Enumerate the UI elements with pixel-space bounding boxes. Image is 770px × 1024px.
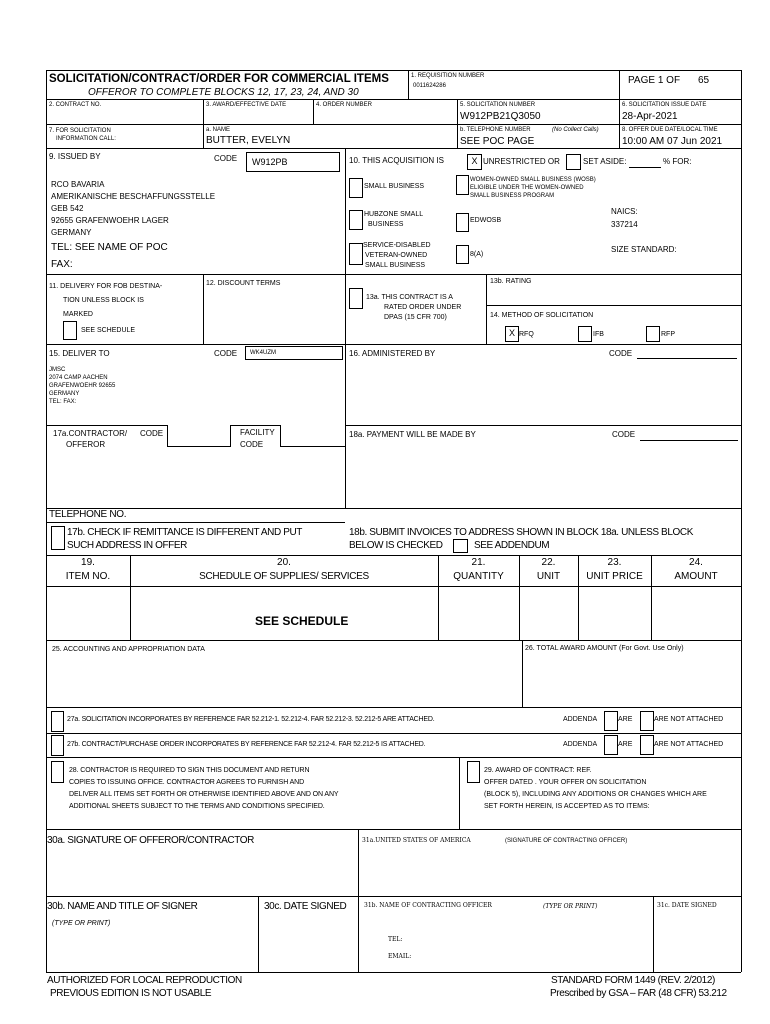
facility-label: FACILITY: [240, 428, 275, 437]
rated-order-label: [366, 293, 461, 323]
block29-line: (BLOCK 5), INCLUDING ANY ADDITIONS OR CHANGES WHICH ARE: [484, 791, 707, 798]
size-standard-label: SIZE STANDARD:: [611, 245, 677, 254]
invoice-label-2: BELOW IS CHECKED: [349, 540, 443, 551]
footer-authorized: AUTHORIZED FOR LOCAL REPRODUCTION: [47, 975, 242, 986]
col-num: 23.: [607, 557, 622, 568]
remittance-label: 17b. CHECK IF REMITTANCE IS DIFFERENT AND PUT: [67, 527, 302, 538]
deliver-to-address: [49, 366, 115, 406]
requisition-value[interactable]: 0011624286: [413, 83, 446, 89]
solicitation-number-label: 5. SOLICITATION NUMBER: [460, 102, 536, 108]
page-label: PAGE 1 OF: [628, 75, 681, 86]
discount-terms-label: 12. DISCOUNT TERMS: [206, 280, 281, 287]
col-label: UNIT PRICE: [586, 571, 643, 582]
signer-type-label: (TYPE OR PRINT): [52, 920, 111, 927]
small-business-label: SMALL BUSINESS: [364, 183, 425, 190]
col-label: UNIT: [536, 571, 561, 582]
signature-officer-field[interactable]: [362, 850, 737, 894]
col-label: SCHEDULE OF SUPPLIES/ SERVICES: [199, 571, 369, 582]
block28-line: COPIES TO ISSUING OFFICE. CONTRACTOR AGREES TO FURNISH AND: [69, 779, 305, 786]
issued-by-address: [51, 179, 215, 239]
officer-date-label: 31c. DATE SIGNED: [657, 902, 717, 909]
are-not-label-27a: ARE NOT ATTACHED: [654, 716, 724, 723]
method-label: 14. METHOD OF SOLICITATION: [490, 312, 594, 319]
signature-offeror-label: 30a. SIGNATURE OF OFFEROR/CONTRACTOR: [47, 835, 254, 846]
acquisition-label: 10. THIS ACQUISITION IS: [349, 156, 444, 165]
issued-by-code-value: W912PB: [252, 157, 288, 167]
requisition-label: 1. REQUISITION NUMBER: [411, 73, 485, 79]
deliver-address-line: GRAFENWOEHR 92655: [49, 383, 116, 389]
set-aside-checkbox[interactable]: [566, 154, 581, 170]
delivery-line: 11. DELIVERY FOR FOB DESTINA-: [49, 283, 163, 290]
col-label: QUANTITY: [453, 571, 504, 582]
issued-address-line: RCO BAVARIA: [51, 180, 105, 189]
rated-order-checkbox[interactable]: [349, 288, 363, 309]
deliver-address-line: 2074 CAMP AACHEN: [49, 375, 108, 381]
issued-address-line: GERMANY: [51, 228, 92, 237]
block28-checkbox[interactable]: [51, 761, 64, 783]
wosb-line: SMALL BUSINESS PROGRAM: [470, 193, 555, 199]
col-label: AMOUNT: [674, 571, 718, 582]
delivery-fob-label: [49, 280, 162, 322]
incorp-27a-checkbox[interactable]: [51, 711, 64, 732]
date-signed-label: 30c. DATE SIGNED: [264, 901, 347, 912]
fob-see-schedule-checkbox[interactable]: [63, 321, 77, 340]
facility-code-field[interactable]: [280, 425, 345, 447]
hubzone-checkbox[interactable]: [349, 210, 363, 230]
facility-label-2: CODE: [240, 440, 264, 449]
block29-line: SET FORTH HEREIN, IS ACCEPTED AS TO ITEMS:: [484, 803, 650, 810]
block28-line: DELIVER ALL ITEMS SET FORTH OR OTHERWISE IDENTIFIED ABOVE AND ON ANY: [69, 791, 339, 798]
invoice-label: 18b. SUBMIT INVOICES TO ADDRESS SHOWN IN BLOCK 18a. UNLESS BLOCK: [349, 527, 693, 538]
telephone-underline: [46, 522, 345, 523]
block29-line: 29. AWARD OF CONTRACT: REF.: [484, 767, 592, 774]
form-title: SOLICITATION/CONTRACT/ORDER FOR COMMERCIAL ITEMS: [49, 73, 389, 85]
award-amount-label: 26. TOTAL AWARD AMOUNT (For Govt. Use Only): [525, 645, 684, 652]
sdvosb-line: VETERAN-OWNED: [365, 252, 428, 259]
col-unit: [519, 557, 578, 582]
name-label: a. NAME: [206, 127, 231, 133]
block29-checkbox[interactable]: [467, 761, 480, 783]
addendum-label: SEE ADDENDUM: [474, 540, 550, 551]
offer-due-value[interactable]: 10:00 AM 07 Jun 2021: [622, 136, 723, 147]
footer-previous-edition: PREVIOUS EDITION IS NOT USABLE: [50, 988, 212, 999]
signer-name-label: 30b. NAME AND TITLE OF SIGNER: [47, 901, 198, 912]
naics-label: NAICS:: [611, 207, 638, 216]
order-number-label: 4. ORDER NUMBER: [316, 102, 373, 108]
issue-date-value[interactable]: 28-Apr-2021: [622, 111, 678, 122]
issued-by-label: 9. ISSUED BY: [49, 152, 101, 161]
signature-offeror-field[interactable]: [50, 850, 350, 894]
fob-see-schedule-label: SEE SCHEDULE: [81, 327, 136, 334]
payment-code-label: CODE: [612, 430, 636, 439]
remittance-label-2: SUCH ADDRESS IN OFFER: [67, 540, 187, 551]
block28-line: ADDITIONAL SHEETS SUBJECT TO THE TERMS AND CONDITIONS SPECIFIED.: [69, 803, 325, 810]
wosb-line: WOMEN-OWNED SMALL BUSINESS (WOSB): [470, 177, 596, 183]
contractor-label: 17a.CONTRACTOR/: [53, 429, 128, 438]
addendum-checkbox[interactable]: [453, 539, 468, 553]
payment-by-label: 18a. PAYMENT WILL BE MADE BY: [349, 430, 476, 439]
signature-officer-label: (SIGNATURE OF CONTRACTING OFFICER): [505, 838, 628, 844]
solicitation-info-label-2: INFORMATION CALL:: [56, 136, 116, 142]
rfp-label: RFP: [661, 331, 675, 338]
delivery-line: TION UNLESS BLOCK IS: [63, 297, 144, 304]
issued-address-line: GEB 542: [51, 204, 84, 213]
ifb-label: IFB: [593, 331, 604, 338]
rated-order-line: RATED ORDER UNDER: [384, 304, 462, 311]
set-aside-label: SET ASIDE:: [583, 157, 627, 166]
are-not-27a-checkbox[interactable]: [640, 711, 654, 731]
date-signed-field[interactable]: [262, 916, 354, 968]
edwosb-checkbox[interactable]: [456, 213, 469, 232]
col-num: 21.: [471, 557, 486, 568]
contracting-officer-name-label: 31b. NAME OF CONTRACTING OFFICER: [364, 902, 492, 909]
block29-line: OFFER DATED . YOUR OFFER ON SOLICITATION: [484, 779, 647, 786]
issued-address-line: 92655 GRAFENWOEHR LAGER: [51, 216, 169, 225]
phone-value[interactable]: SEE POC PAGE: [460, 136, 535, 147]
ifb-checkbox[interactable]: [578, 326, 592, 342]
contractor-label-2: OFFEROR: [66, 440, 106, 449]
wosb-label: [470, 176, 596, 200]
col-label: ITEM NO.: [65, 571, 111, 582]
issued-by-code-field[interactable]: [246, 152, 340, 172]
deliver-to-label: 15. DELIVER TO: [49, 349, 110, 358]
incorp-27a-label: 27a. SOLICITATION INCORPORATES BY REFERENCE FAR 52.212-1. 52.212-4. FAR 52.212-3. 52.212-5 ARE ATTACHED.: [67, 716, 435, 723]
administered-by-label: 16. ADMINISTERED BY: [349, 349, 436, 358]
name-value[interactable]: BUTTER, EVELYN: [206, 135, 291, 146]
sdvosb-checkbox[interactable]: [349, 243, 363, 265]
phone-note: (No Collect Calls): [552, 127, 599, 133]
delivery-line: MARKED: [63, 311, 93, 318]
col-num: 24.: [689, 557, 703, 568]
award-date-label: 3. AWARD/EFFECTIVE DATE: [206, 102, 287, 108]
rated-order-line: 13a. THIS CONTRACT IS A: [366, 294, 453, 301]
payment-code-field[interactable]: [640, 440, 738, 441]
deliver-address-line: JMSC: [49, 367, 66, 373]
block28-text: [69, 765, 339, 813]
naics-value[interactable]: 337214: [611, 220, 638, 229]
incorp-27b-checkbox[interactable]: [51, 735, 64, 756]
block28-line: 28. CONTRACTOR IS REQUIRED TO SIGN THIS DOCUMENT AND RETURN: [69, 767, 310, 774]
contractor-code-label: CODE: [140, 429, 164, 438]
sdvosb-line: SERVICE-DISABLED: [363, 242, 431, 249]
eight-a-checkbox[interactable]: [456, 245, 469, 264]
are-label-27b: ARE: [618, 741, 633, 748]
solicitation-number-value[interactable]: W912PB21Q3050: [460, 111, 541, 122]
addenda-label-27b: ADDENDA: [563, 741, 598, 748]
col-unit-price: [578, 557, 651, 582]
col-quantity: [438, 557, 519, 582]
hubzone-line: HUBZONE SMALL: [364, 211, 424, 218]
unrestricted-label: UNRESTRICTED OR: [483, 157, 560, 166]
addenda-label-27a: ADDENDA: [563, 716, 598, 723]
sdvosb-label: [363, 241, 431, 271]
set-aside-pct-line[interactable]: [629, 167, 661, 168]
block29-text: [484, 765, 707, 813]
form-subtitle: OFFEROR TO COMPLETE BLOCKS 12, 17, 23, 24, AND 30: [88, 87, 359, 98]
col-num: 22.: [541, 557, 556, 568]
are-not-label-27b: ARE NOT ATTACHED: [654, 741, 724, 748]
issue-date-label: 6. SOLICITATION ISSUE DATE: [622, 102, 707, 108]
offer-due-label: 8. OFFER DUE DATE/LOCAL TIME: [622, 127, 718, 133]
small-business-checkbox[interactable]: [349, 178, 363, 198]
deliver-address-line: GERMANY: [49, 391, 80, 397]
unrestricted-check-mark: X: [471, 156, 478, 166]
are-27b-checkbox[interactable]: [604, 735, 618, 755]
issued-fax: FAX:: [51, 259, 73, 270]
accounting-label: 25. ACCOUNTING AND APPROPRIATION DATA: [52, 646, 205, 653]
rfp-checkbox[interactable]: [646, 326, 660, 342]
officer-email-label: EMAIL:: [388, 953, 412, 960]
wosb-checkbox[interactable]: [456, 175, 469, 195]
page-total: 65: [698, 75, 710, 86]
solicitation-info-label: 7. FOR SOLICITATION: [49, 128, 111, 134]
footer-form-number: STANDARD FORM 1449 (REV. 2/2012): [551, 975, 715, 986]
pct-for-label: % FOR:: [663, 157, 692, 166]
signature-usa-label: 31a.UNITED STATES OF AMERICA: [362, 837, 471, 844]
col-item-no: [46, 557, 130, 582]
signer-name-field[interactable]: [50, 932, 254, 968]
unrestricted-checkbox[interactable]: [467, 154, 482, 170]
edwosb-label: EDWOSB: [470, 217, 502, 224]
are-not-27b-checkbox[interactable]: [640, 735, 654, 755]
deliver-to-code-field[interactable]: [245, 346, 343, 360]
telephone-label: TELEPHONE NO.: [49, 509, 127, 520]
are-27a-checkbox[interactable]: [604, 711, 618, 731]
deliver-to-code-value: WK4UZM: [250, 350, 276, 356]
remittance-checkbox[interactable]: [51, 526, 65, 550]
issued-by-code-label: CODE: [214, 154, 238, 163]
hubzone-line: BUSINESS: [368, 221, 404, 228]
contractor-code-field[interactable]: [167, 425, 231, 447]
deliver-to-code-label: CODE: [214, 349, 238, 358]
administered-code-label: CODE: [609, 349, 633, 358]
are-label-27a: ARE: [618, 716, 633, 723]
rfq-check-mark: X: [508, 328, 515, 338]
rfq-checkbox[interactable]: [505, 326, 519, 342]
eight-a-label: 8(A): [470, 251, 484, 258]
hubzone-label: [364, 210, 423, 230]
incorp-27b-label: 27b. CONTRACT/PURCHASE ORDER INCORPORATES BY REFERENCE FAR 52.212-4. FAR 52.212-5 IS ATTACHED.: [67, 741, 426, 748]
footer-prescribed: Prescribed by GSA – FAR (48 CFR) 53.212: [550, 988, 727, 999]
rating-label: 13b. RATING: [490, 278, 532, 285]
rfq-label: RFQ: [519, 331, 534, 338]
contracting-officer-type-label: (TYPE OR PRINT): [543, 903, 598, 910]
col-supplies: [130, 557, 438, 582]
contract-no-label: 2. CONTRACT NO.: [49, 102, 102, 108]
officer-tel-label: TEL:: [388, 936, 403, 943]
col-amount: [651, 557, 741, 582]
officer-date-field[interactable]: [657, 916, 737, 968]
col-num: 20.: [277, 557, 291, 568]
col-num: 19.: [81, 557, 95, 568]
issued-tel: TEL: SEE NAME OF POC: [51, 242, 168, 253]
deliver-address-line: TEL: FAX:: [49, 399, 77, 405]
administered-code-field[interactable]: [637, 358, 737, 359]
sdvosb-line: SMALL BUSINESS: [365, 262, 426, 269]
issued-address-line: AMERIKANISCHE BESCHAFFUNGSSTELLE: [51, 192, 216, 201]
see-schedule-text: SEE SCHEDULE: [255, 614, 349, 628]
wosb-line: ELIGIBLE UNDER THE WOMEN-OWNED: [470, 185, 584, 191]
phone-label: b. TELEPHONE NUMBER: [460, 127, 531, 133]
rated-order-line: DPAS (15 CFR 700): [384, 314, 447, 321]
